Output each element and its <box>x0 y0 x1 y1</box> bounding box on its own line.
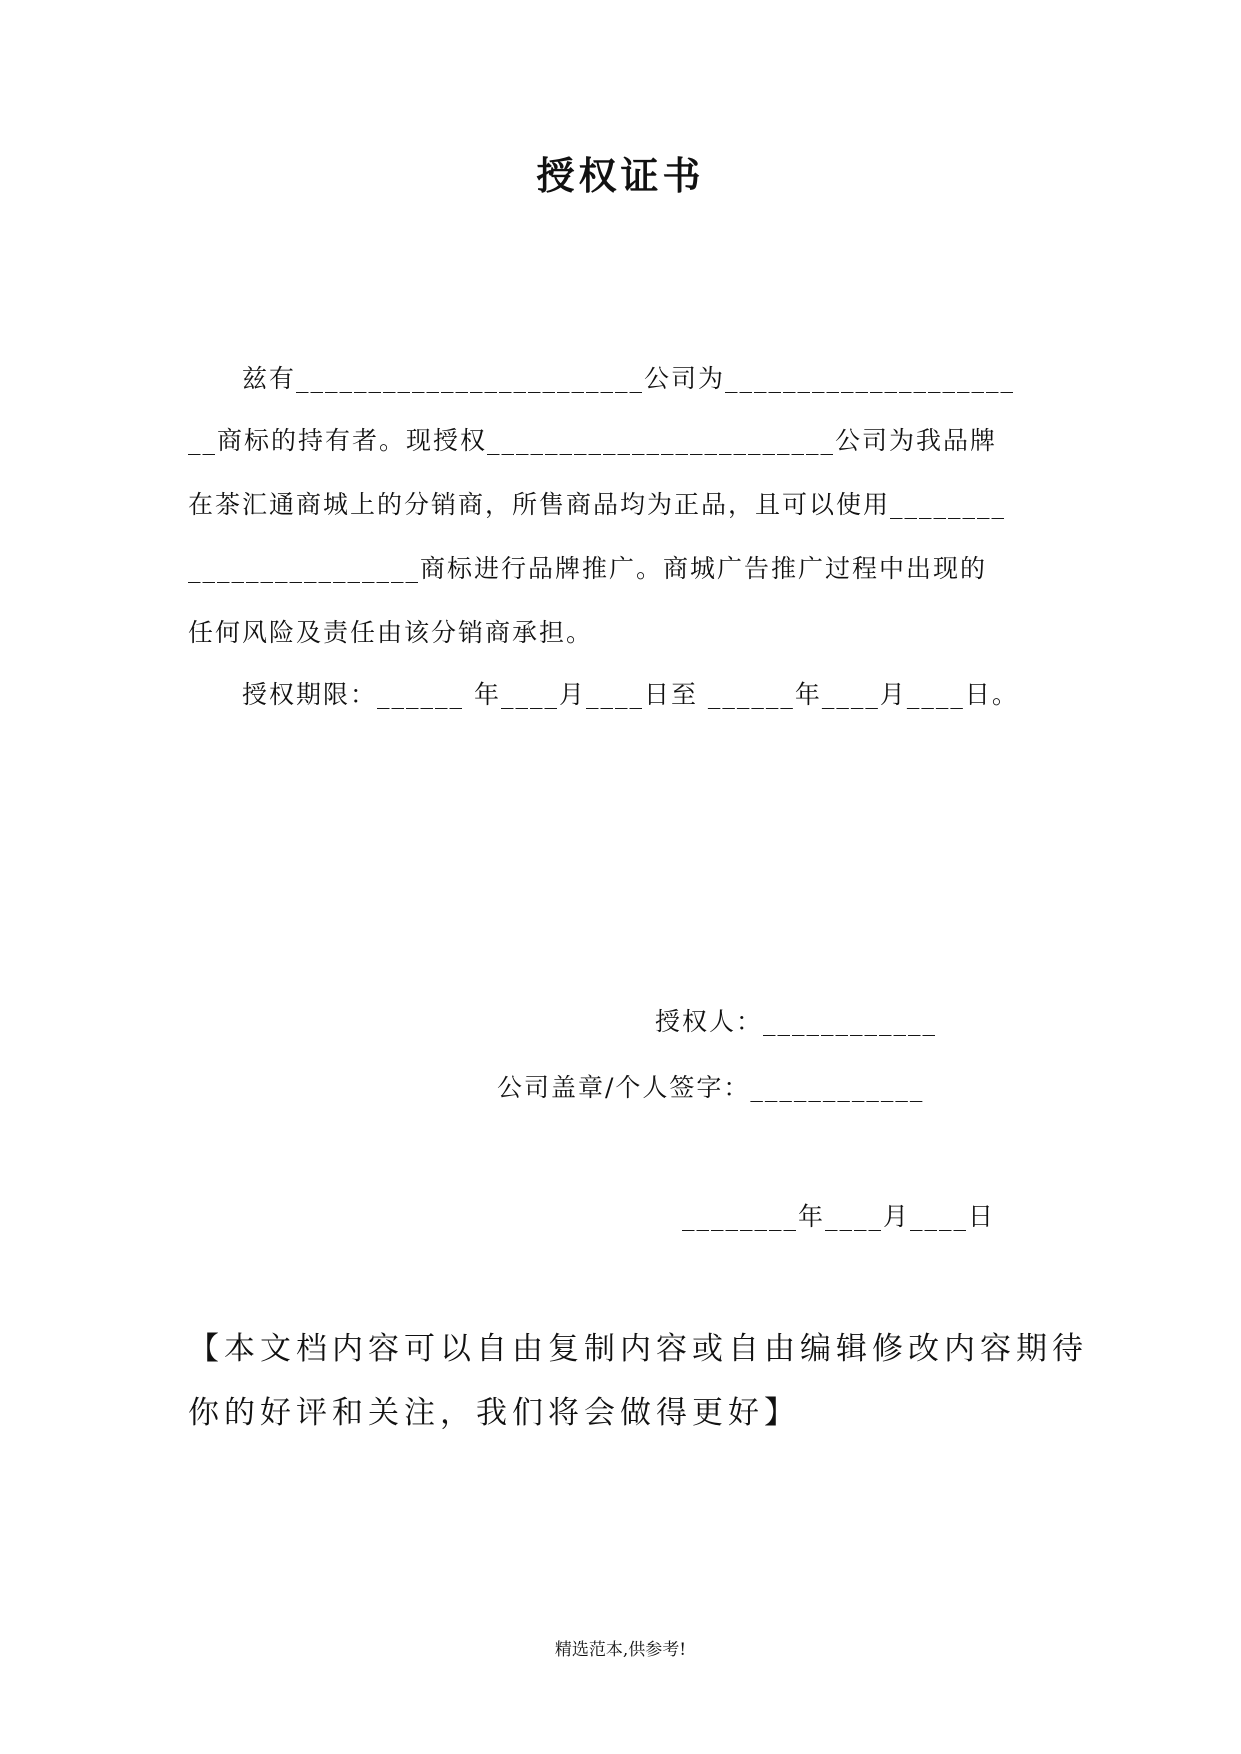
body-line-3: 在茶汇通商城上的分销商，所售商品均为正品，且可以使用________ <box>188 490 1007 519</box>
body-line-1: 兹有________________________公司为____________________ <box>188 364 1016 393</box>
company-seal-signature-line: 公司盖章/个人签字：____________ <box>497 1073 925 1102</box>
document-title: 授权证书 <box>536 153 705 198</box>
body-line-4: ________________商标进行品牌推广。商城广告推广过程中出现的 <box>188 554 988 583</box>
notice-line-2: 你的好评和关注，我们将会做得更好】 <box>188 1395 800 1431</box>
body-line-2: __商标的持有者。现授权________________________公司为我品牌 <box>188 426 998 455</box>
footer-text: 精选范本,供参考! <box>554 1640 687 1660</box>
notice-line-1: 【本文档内容可以自由复制内容或自由编辑修改内容期待 <box>188 1331 1088 1367</box>
authorization-period: 授权期限：______ 年____月____日至 ______年____月____日。 <box>188 680 1019 709</box>
body-line-5: 任何风险及责任由该分销商承担。 <box>188 618 594 647</box>
signature-date-line: ________年____月____日 <box>682 1202 996 1231</box>
authorizer-signature-line: 授权人：____________ <box>655 1007 938 1036</box>
